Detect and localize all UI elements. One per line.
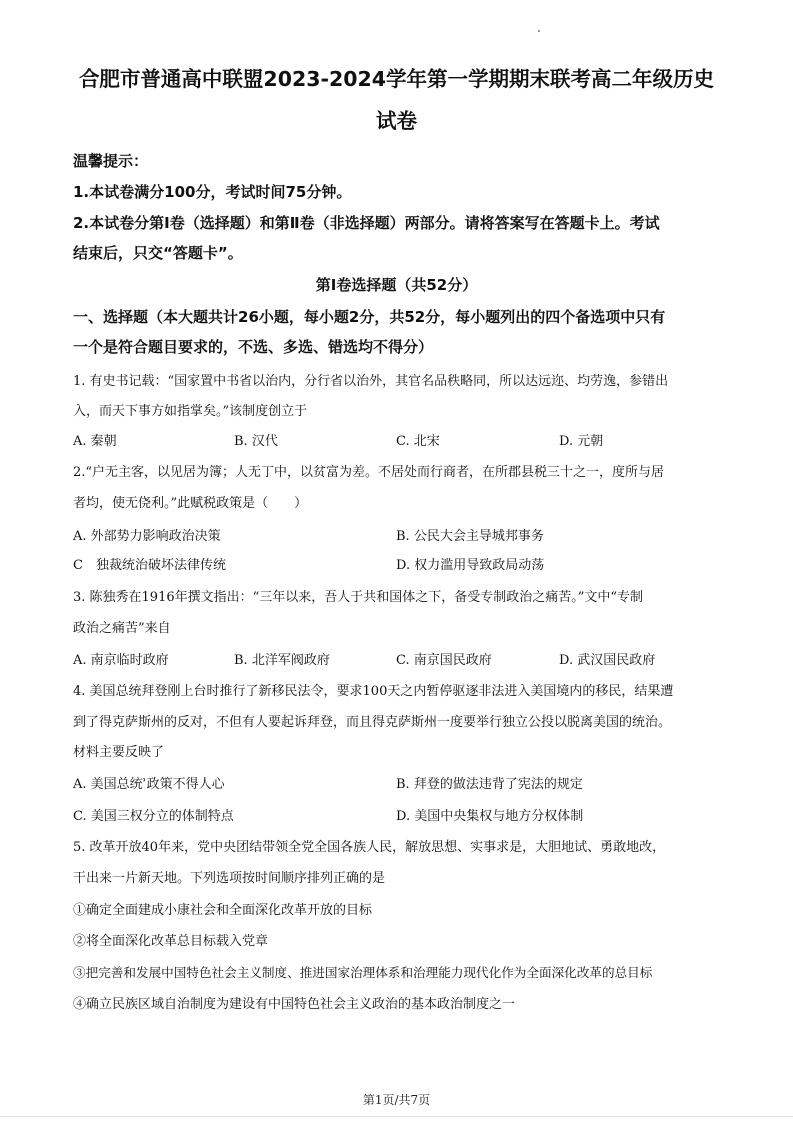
- exam-title-line1: 合肥市普通高中联盟2023-2024学年第一学期期末联考高二年级历史: [78, 67, 715, 91]
- q4-stem-line2: 到了得克萨斯州的反对，不但有人要起诉拜登，而且得克萨斯州一度要举行独立公投以脱离美国的统治。: [73, 715, 672, 730]
- q1-stem-line1: 1. 有史书记载：“国家置中书省以治内，分行省以治外，其官名品秩略同，所以达远迩、均劳逸，参错出: [73, 374, 669, 389]
- q1-option-d: D. 元朝: [559, 434, 604, 449]
- q5-item-2: ②将全面深化改革总目标载入党章: [73, 934, 269, 949]
- q1-option-c: C. 北宋: [396, 434, 440, 449]
- q4-stem-line1: 4. 美国总统拜登刚上台时推行了新移民法令，要求100天之内暂停驱逐非法进入美国境内的移民，结果遭: [73, 684, 674, 699]
- q3-option-c: C. 南京国民政府: [396, 653, 492, 668]
- q3-option-a: A. 南京临时政府: [73, 653, 169, 668]
- q5-item-3: ③把完善和发展中国特色社会主义制度、推进国家治理体系和治理能力现代化作为全面深化改革的总目标: [73, 965, 653, 980]
- section-title: 第Ⅰ卷选择题（共52分）: [315, 276, 478, 294]
- q2-option-d: D. 权力滥用导致政局动荡: [396, 558, 545, 573]
- q5-stem-line1: 5. 改革开放40年来，党中央团结带领全党全国各族人民，解放思想、实事求是，大胆地试、勇敢地改，: [73, 840, 666, 855]
- q3-stem-line2: 政治之痛苦”来自: [73, 621, 171, 636]
- q4-stem-line3: 材料主要反映了: [73, 745, 165, 760]
- q1-option-a: A. 秦朝: [73, 434, 117, 449]
- scan-speck: [538, 30, 540, 32]
- part-heading-line2: 一个是符合题目要求的，不选、多选、错选均不得分）: [73, 338, 434, 356]
- notice-item-2-line2: 结束后，只交“答题卡”。: [73, 244, 243, 262]
- notice-item-2-line1: 2.本试卷分第Ⅰ卷（选择题）和第Ⅱ卷（非选择题）两部分。请将答案写在答题卡上。考试: [73, 214, 660, 232]
- q5-stem-line2: 干出来一片新天地。下列选项按时间顺序排列正确的是: [73, 871, 386, 886]
- q5-item-4: ④确立民族区域自治制度为建设有中国特色社会主义政治的基本政治制度之一: [73, 997, 516, 1012]
- q1-stem-line2: 入，而天下事方如指掌矣。”该制度创立于: [73, 404, 308, 419]
- q1-option-b: B. 汉代: [234, 434, 278, 449]
- bottom-divider: [0, 1116, 793, 1117]
- q4-option-c: C. 美国三权分立的体制特点: [73, 809, 234, 824]
- page-number: 第1页/共7页: [362, 1093, 431, 1107]
- part-heading-line1: 一、选择题（本大题共计26小题，每小题2分，共52分，每小题列出的四个备选项中只有: [73, 308, 666, 326]
- q3-option-b: B. 北洋军阀政府: [234, 653, 330, 668]
- q2-stem-line2: 者均，使无侥利。”此赋税政策是（ ）: [73, 496, 308, 511]
- exam-title-line2: 试卷: [376, 109, 417, 133]
- q2-option-c: C 独裁统治破坏法律传统: [73, 558, 226, 573]
- q4-option-d: D. 美国中央集权与地方分权体制: [396, 809, 584, 824]
- q5-item-1: ①确定全面建成小康社会和全面深化改革开放的目标: [73, 903, 373, 918]
- notice-heading: 温馨提示：: [73, 152, 149, 170]
- q3-option-d: D. 武汉国民政府: [559, 653, 656, 668]
- q2-option-a: A. 外部势力影响政治决策: [73, 529, 221, 544]
- q4-option-a: A. 美国总统ʾ政策不得人心: [73, 777, 225, 792]
- q2-option-b: B. 公民大会主导城邦事务: [396, 529, 544, 544]
- q4-option-b: B. 拜登的做法违背了宪法的规定: [396, 777, 583, 792]
- q2-stem-line1: 2.“户无主客，以见居为簿；人无丁中，以贫富为差。不居处而行商者，在所郡县税三十之一，度所与居: [73, 465, 665, 480]
- notice-item-1: 1.本试卷满分100分，考试时间75分钟。: [73, 183, 352, 201]
- q3-stem-line1: 3. 陈独秀在1916年撰文指出：“三年以来，吾人于共和国体之下，备受专制政治之痛苦。”文中“专制: [73, 590, 644, 605]
